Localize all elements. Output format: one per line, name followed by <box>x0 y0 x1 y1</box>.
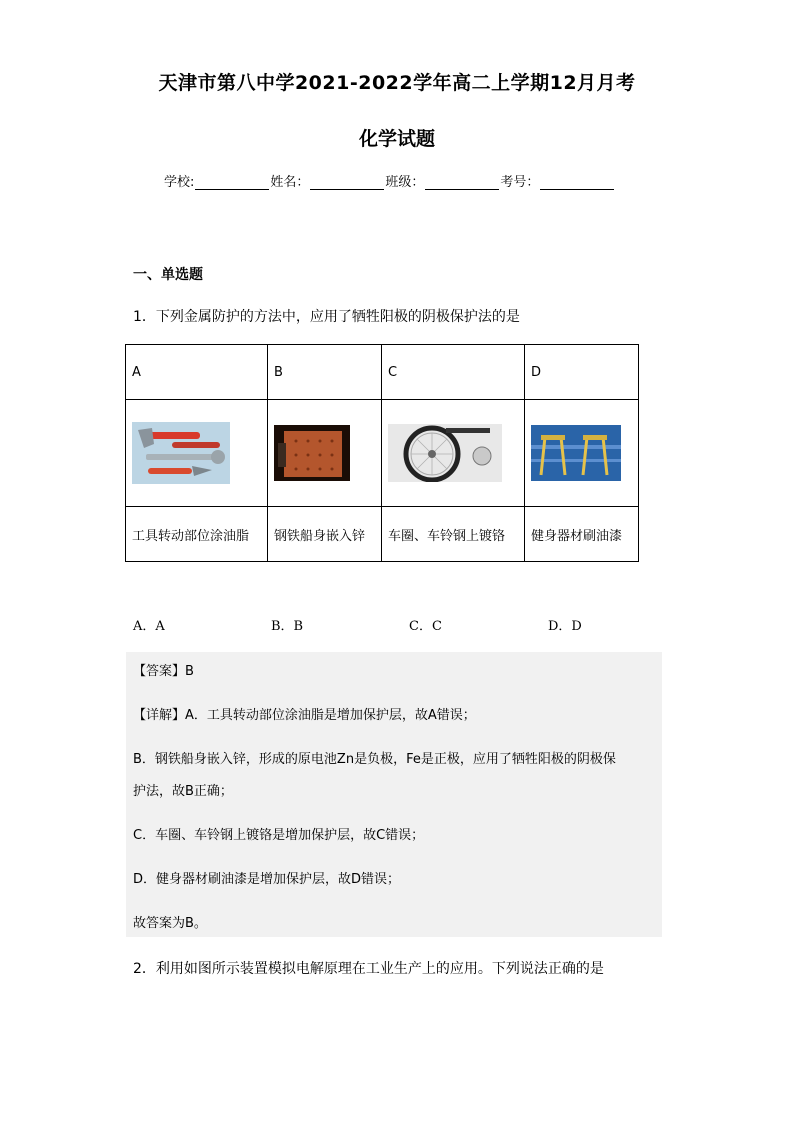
option-caption-d: 健身器材刷油漆 <box>525 507 639 562</box>
exam-subtitle: 化学试题 <box>358 128 435 150</box>
explanation-line-5: D．健身器材刷油漆是增加保护层，故D错误； <box>133 872 401 887</box>
option-caption-a: 工具转动部位涂油脂 <box>126 507 268 562</box>
option-header-a: A <box>126 345 268 400</box>
school-blank <box>195 175 269 190</box>
wrench-pliers-image <box>132 422 230 484</box>
exam-title: 天津市第八中学2021-2022学年高二上学期12月月考 <box>158 72 636 94</box>
bicycle-wheel-image <box>388 424 502 482</box>
name-label: 姓名： <box>270 175 310 190</box>
option-caption-b: 钢铁船身嵌入锌 <box>268 507 382 562</box>
fitness-equipment-image <box>531 425 621 481</box>
explanation-line-3: 护法，故B正确； <box>133 784 233 799</box>
choice-b[interactable]: B．B <box>271 619 304 634</box>
steel-ship-hull-image <box>274 425 350 481</box>
name-blank <box>310 175 384 190</box>
student-info-line <box>164 171 615 190</box>
question-1-stem: 1．下列金属防护的方法中，应用了牺牲阳极的阴极保护法的是 <box>133 309 520 325</box>
section-title: 一、单选题 <box>133 267 203 283</box>
choice-a[interactable]: A．A <box>133 619 165 634</box>
class-blank <box>425 175 499 190</box>
explanation-line-2: B．钢铁船身嵌入锌，形成的原电池Zn是负极，Fe是正极，应用了牺牲阳极的阴极保 <box>133 752 616 767</box>
class-label: 班级： <box>385 175 425 190</box>
option-header-b: B <box>268 345 382 400</box>
choice-c[interactable]: C．C <box>409 619 442 634</box>
explanation-line-1: 【详解】A．工具转动部位涂油脂是增加保护层，故A错误； <box>133 708 476 723</box>
school-label: 学校: <box>164 175 195 190</box>
option-header-d: D <box>525 345 639 400</box>
option-header-c: C <box>382 345 525 400</box>
answer-label: 【答案】B <box>133 664 194 679</box>
question-2-stem: 2．利用如图所示装置模拟电解原理在工业生产上的应用。下列说法正确的是 <box>133 961 604 977</box>
explanation-line-4: C．车圈、车铃钢上镀铬是增加保护层，故C错误； <box>133 828 425 843</box>
exam-number-blank <box>540 175 614 190</box>
exam-number-label: 考号： <box>500 175 540 190</box>
option-caption-c: 车圈、车铃钢上镀铬 <box>382 507 525 562</box>
options-table <box>125 344 639 562</box>
explanation-line-6: 故答案为B。 <box>133 916 207 931</box>
choice-d[interactable]: D．D <box>548 619 582 634</box>
